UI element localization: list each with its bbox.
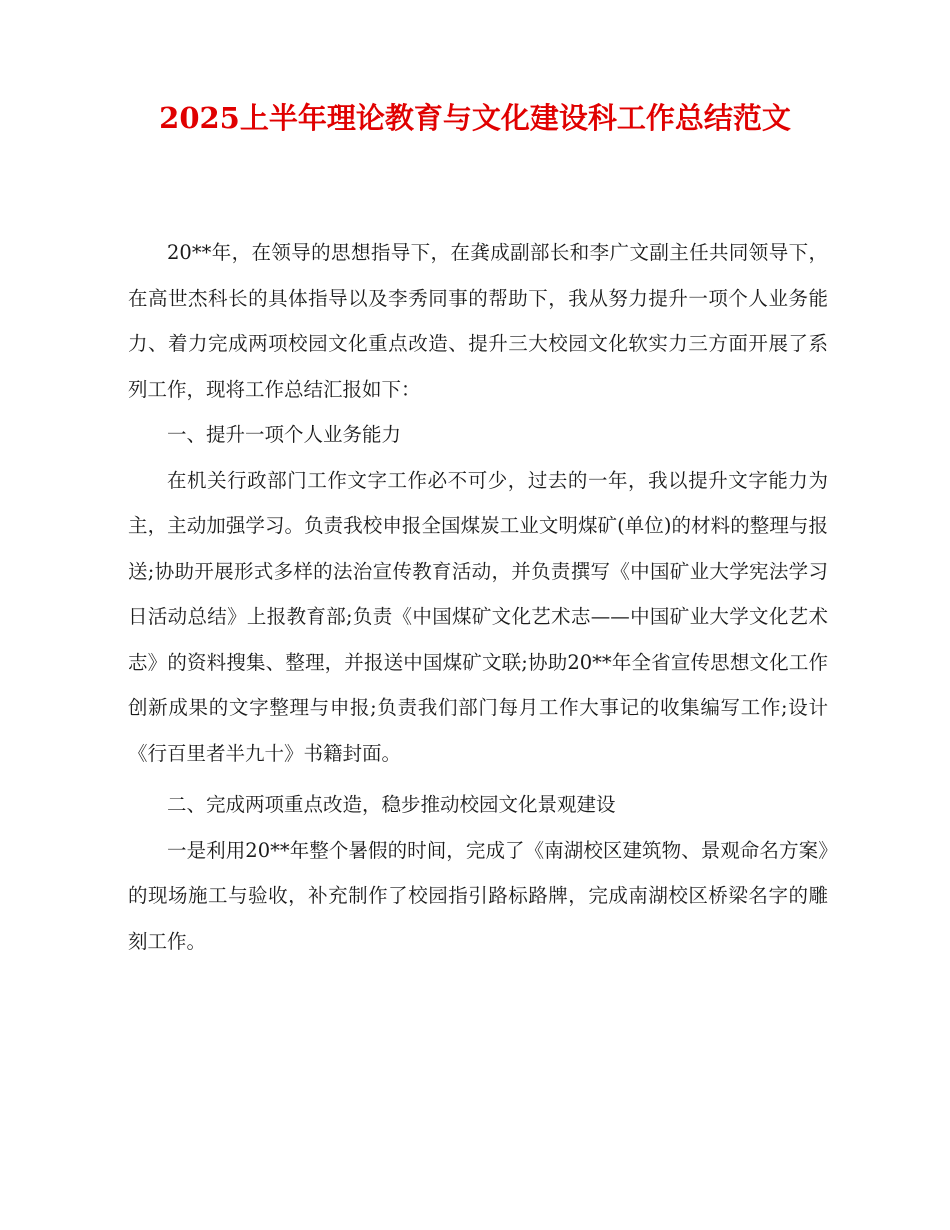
line: 能力为主，主动加强学习。负责我校申报全国煤炭工业文明煤矿(单位)的 (128, 468, 828, 537)
line: 我们部门每月工作大事记的收集编写工作;设计《行百里者半九十》书籍封 (128, 696, 828, 765)
section-heading-2 (128, 782, 828, 828)
line: 区桥梁名字的雕刻工作。 (128, 884, 828, 953)
line: 实力三方面开展了系列工作，现将工作总结汇报如下： (128, 332, 828, 401)
line: 一是利用20**年整个暑假的时间，完成了《南湖校区建筑物、景观命 (167, 838, 760, 862)
line: 面。 (362, 741, 402, 765)
line: 导下，在高世杰科长的具体指导以及李秀同事的帮助下，我从努力提升一 (128, 241, 828, 310)
line: 术志——中国矿业大学文化艺术志》的资料搜集、整理，并报送中国煤矿 (128, 605, 828, 674)
paragraph-intro (128, 230, 828, 412)
line: 在机关行政部门工作文字工作必不可少，过去的一年，我以提升文字 (167, 468, 769, 492)
line: 二、完成两项重点改造，稳步推动校园文化景观建设 (167, 793, 616, 816)
document-title: 2025上半年理论教育与文化建设科工作总结范文 (159, 101, 791, 135)
line: 《中国矿业大学宪法学习日活动总结》上报教育部;负责《中国煤矿文化艺 (128, 559, 828, 628)
line: 一、提升一项个人业务能力 (167, 423, 402, 446)
section-heading-1 (128, 412, 828, 458)
paragraph-section-2 (128, 828, 828, 965)
line: 文联;协助20**年全省宣传思想文化工作创新成果的文字整理与申报;负责 (128, 650, 828, 719)
paragraph-section-1 (128, 458, 828, 777)
document-body (128, 230, 828, 964)
line: 20**年，在领导的思想指导下，在龚成副部长和李广文副主任共同领 (167, 241, 769, 264)
line: 名方案》的现场施工与验收，补充制作了校园指引路标路牌，完成南湖校 (128, 838, 828, 907)
line: 材料的整理与报送;协助开展形式多样的法治宣传教育活动，并负责撰写 (128, 514, 828, 583)
line: 项个人业务能力、着力完成两项校园文化重点改造、提升三大校园文化软 (128, 286, 828, 355)
